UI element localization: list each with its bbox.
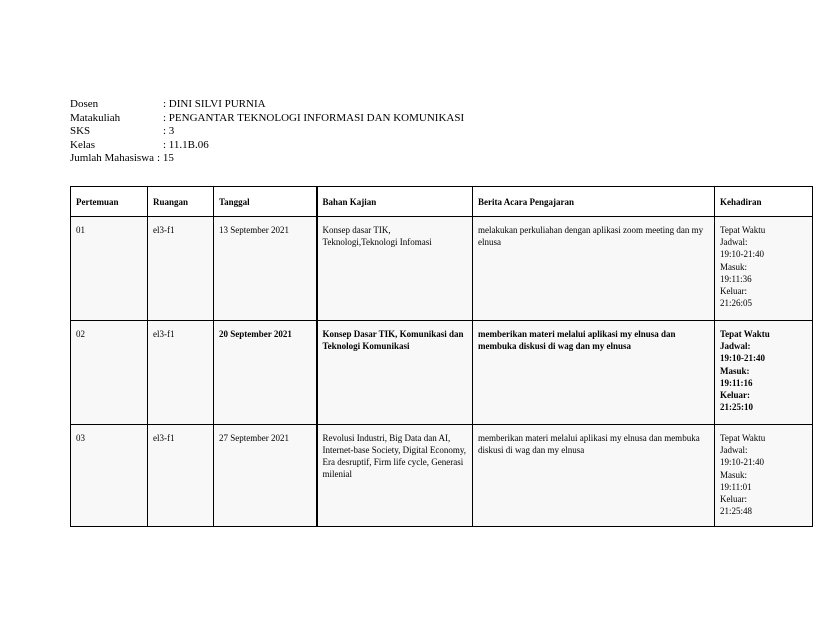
sks-value: : 3: [163, 125, 175, 137]
jumlah-label: Jumlah Mahasiswa: [70, 152, 155, 164]
cell-berita-acara: memberikan materi melalui aplikasi my elnusa dan membuka diskusi di wag dan my elnusa: [473, 425, 715, 527]
cell-kehadiran: [715, 217, 813, 321]
table-row: [71, 425, 813, 527]
cell-ruangan: el3-f1: [148, 425, 214, 527]
cell-kehadiran: [715, 321, 813, 425]
kehadiran-masuk-label: Masuk:: [720, 261, 747, 272]
kehadiran-keluar: 21:25:10: [720, 402, 753, 413]
info-row-matakuliah: [70, 112, 464, 126]
kehadiran-status: Tepat Waktu: [720, 433, 766, 443]
dosen-value: : DINI SILVI PURNIA: [163, 98, 266, 110]
kehadiran-jadwal-label: Jadwal:: [720, 341, 751, 352]
header-pertemuan: Pertemuan: [71, 187, 148, 217]
cell-bahan-kajian: Konsep dasar TIK, Teknologi,Teknologi Infomasi: [317, 217, 473, 321]
jumlah-value: : 15: [157, 152, 174, 164]
matakuliah-label: Matakuliah: [70, 111, 121, 124]
kehadiran-jadwal: 19:10-21:40: [720, 249, 764, 260]
info-row-kelas: [70, 139, 464, 153]
table-header-row: [71, 187, 813, 217]
kehadiran-masuk: 19:11:01: [720, 481, 752, 492]
kehadiran-keluar-label: Keluar:: [720, 494, 747, 505]
cell-tanggal: 20 September 2021: [214, 321, 317, 425]
kehadiran-status: Tepat Waktu: [720, 329, 770, 339]
kehadiran-keluar-label: Keluar:: [720, 286, 747, 297]
cell-berita-acara: memberikan materi melalui aplikasi my elnusa dan membuka diskusi di wag dan my elnusa: [473, 321, 715, 425]
header-tanggal: Tanggal: [214, 187, 317, 217]
matakuliah-value: : PENGANTAR TEKNOLOGI INFORMASI DAN KOMUNIKASI: [163, 111, 465, 124]
kehadiran-keluar: 21:25:48: [720, 506, 753, 517]
cell-ruangan: el3-f1: [148, 321, 214, 425]
cell-bahan-kajian: Konsep Dasar TIK, Komunikasi dan Teknologi Komunikasi: [317, 321, 473, 425]
header-kehadiran: Kehadiran: [715, 187, 813, 217]
cell-berita-acara: melakukan perkuliahan dengan aplikasi zoom meeting dan my elnusa: [473, 217, 715, 321]
kehadiran-status: Tepat Waktu: [720, 225, 766, 235]
kehadiran-masuk-label: Masuk:: [720, 365, 750, 376]
cell-bahan-kajian: Revolusi Industri, Big Data dan AI, Internet-base Society, Digital Economy, Era desruptif, Firm life cycle, Generasi milenial: [317, 425, 473, 527]
cell-tanggal: 27 September 2021: [214, 425, 317, 527]
course-info: [70, 98, 464, 166]
kehadiran-masuk: 19:11:36: [720, 273, 752, 284]
dosen-label: Dosen: [70, 98, 99, 110]
info-row-sks: [70, 125, 464, 139]
kehadiran-jadwal-label: Jadwal:: [720, 237, 748, 248]
table-row: [71, 217, 813, 321]
kelas-value: : 11.1B.06: [163, 138, 209, 151]
info-row-dosen: [70, 98, 464, 112]
header-bahan-kajian: Bahan Kajian: [317, 187, 473, 217]
kelas-label: Kelas: [70, 138, 96, 151]
cell-ruangan: el3-f1: [148, 217, 214, 321]
kehadiran-jadwal: 19:10-21:40: [720, 457, 764, 468]
kehadiran-masuk: 19:11:16: [720, 377, 753, 388]
attendance-table: [70, 186, 813, 527]
info-row-jumlah: [70, 152, 464, 166]
sks-label: SKS: [70, 125, 91, 137]
kehadiran-keluar: 21:26:05: [720, 298, 753, 309]
kehadiran-jadwal: 19:10-21:40: [720, 353, 765, 364]
table-row: [71, 321, 813, 425]
cell-pertemuan: 01: [71, 217, 148, 321]
header-berita-acara: Berita Acara Pengajaran: [473, 187, 715, 217]
header-ruangan: Ruangan: [148, 187, 214, 217]
cell-kehadiran: [715, 425, 813, 527]
cell-pertemuan: 02: [71, 321, 148, 425]
kehadiran-keluar-label: Keluar:: [720, 390, 750, 401]
cell-tanggal: 13 September 2021: [214, 217, 317, 321]
kehadiran-masuk-label: Masuk:: [720, 469, 747, 480]
cell-pertemuan: 03: [71, 425, 148, 527]
kehadiran-jadwal-label: Jadwal:: [720, 445, 748, 456]
